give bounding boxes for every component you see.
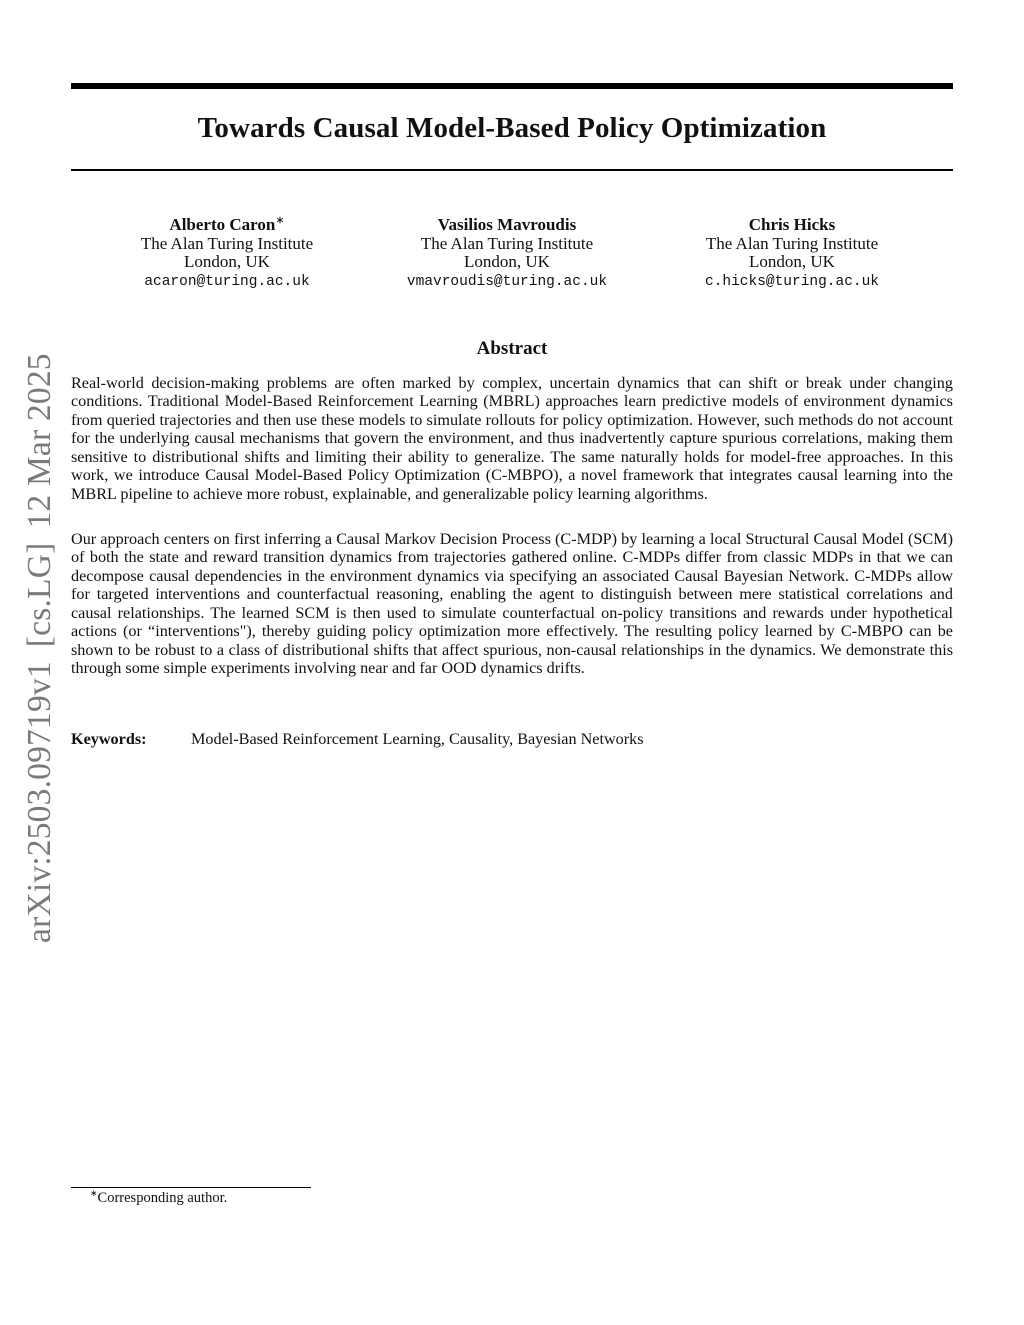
author-email[interactable]: vmavroudis@turing.ac.uk	[406, 273, 608, 290]
footnote-rule	[71, 1187, 311, 1188]
author-email[interactable]: acaron@turing.ac.uk	[144, 273, 310, 290]
arxiv-category: [cs.LG]	[21, 542, 58, 648]
footnote-mark: ∗	[90, 1188, 98, 1199]
title-top-rule	[71, 83, 953, 89]
footnote-text: Corresponding author.	[97, 1190, 228, 1206]
author-block	[77, 216, 377, 291]
arxiv-side-stamp	[21, 339, 59, 943]
author-block	[357, 216, 657, 291]
author-affiliation: The Alan Turing Institute	[420, 233, 594, 253]
author-name-line	[77, 216, 377, 235]
abstract-heading: Abstract	[476, 338, 548, 359]
keywords-label: Keywords:	[71, 730, 147, 748]
paper-title: Towards Causal Model-Based Policy Optimization	[197, 112, 827, 144]
author-email[interactable]: c.hicks@turing.ac.uk	[704, 273, 880, 290]
author-name: Alberto Caron	[169, 215, 276, 234]
author-name: Chris Hicks	[748, 215, 836, 234]
author-affiliation: The Alan Turing Institute	[705, 233, 879, 253]
author-location: London, UK	[464, 252, 550, 271]
abstract-paragraph: Our approach centers on first inferring a Causal Markov Decision Process (C-MDP) by learning a local Structural Causal Model (SCM) of both the state and reward transition dynamics from trajectories gathered online. C-MDPs differ from classic MDPs in that we can decompose causal dependencies in the environment dynamics via specifying an associated Causal Bayesian Network. C-MDPs allow for targeted interventions and counterfactual reasoning, enabling the agent to distinguish between mere statistical correlations and causal relationships. The learned SCM is then used to simulate counterfactual on-policy transitions and rewards under hypothetical actions (or “interventions"), thereby guiding policy optimization more effectively. The resulting policy learned by C-MBPO can be shown to be robust to a class of distributional shifts that affect spurious, non-causal relationships in the dynamics. We demonstrate this through some simple experiments involving near and far OOD dynamics drifts.	[71, 530, 953, 678]
author-block	[642, 216, 942, 291]
title-bottom-rule	[71, 169, 953, 171]
author-footnote-mark: ∗	[275, 214, 285, 227]
arxiv-date: 12 Mar 2025	[21, 353, 58, 529]
author-location: London, UK	[184, 252, 270, 271]
abstract-paragraph: Real-world decision-making problems are often marked by complex, uncertain dynamics that can shift or break under changing conditions. Traditional Model-Based Reinforcement Learning (MBRL) approaches learn predictive models of environment dynamics from queried trajectories and then use these models to simulate rollouts for policy optimization. However, such methods do not account for the underlying causal mechanisms that govern the environment, and thus inadvertently capture spurious correlations, making them sensitive to distributional shifts and limiting their ability to generalize. The same naturally holds for model-free approaches. In this work, we introduce Causal Model-Based Policy Optimization (C-MBPO), a novel framework that integrates causal learning into the MBRL pipeline to achieve more robust, explainable, and generalizable policy learning algorithms.	[71, 374, 953, 503]
footnote	[90, 1190, 227, 1207]
author-affiliation: The Alan Turing Institute	[140, 233, 314, 253]
author-location: London, UK	[749, 252, 835, 271]
arxiv-id: arXiv:2503.09719v1	[21, 661, 58, 943]
author-name: Vasilios Mavroudis	[437, 215, 577, 234]
keywords-value: Model-Based Reinforcement Learning, Causality, Bayesian Networks	[191, 730, 644, 748]
